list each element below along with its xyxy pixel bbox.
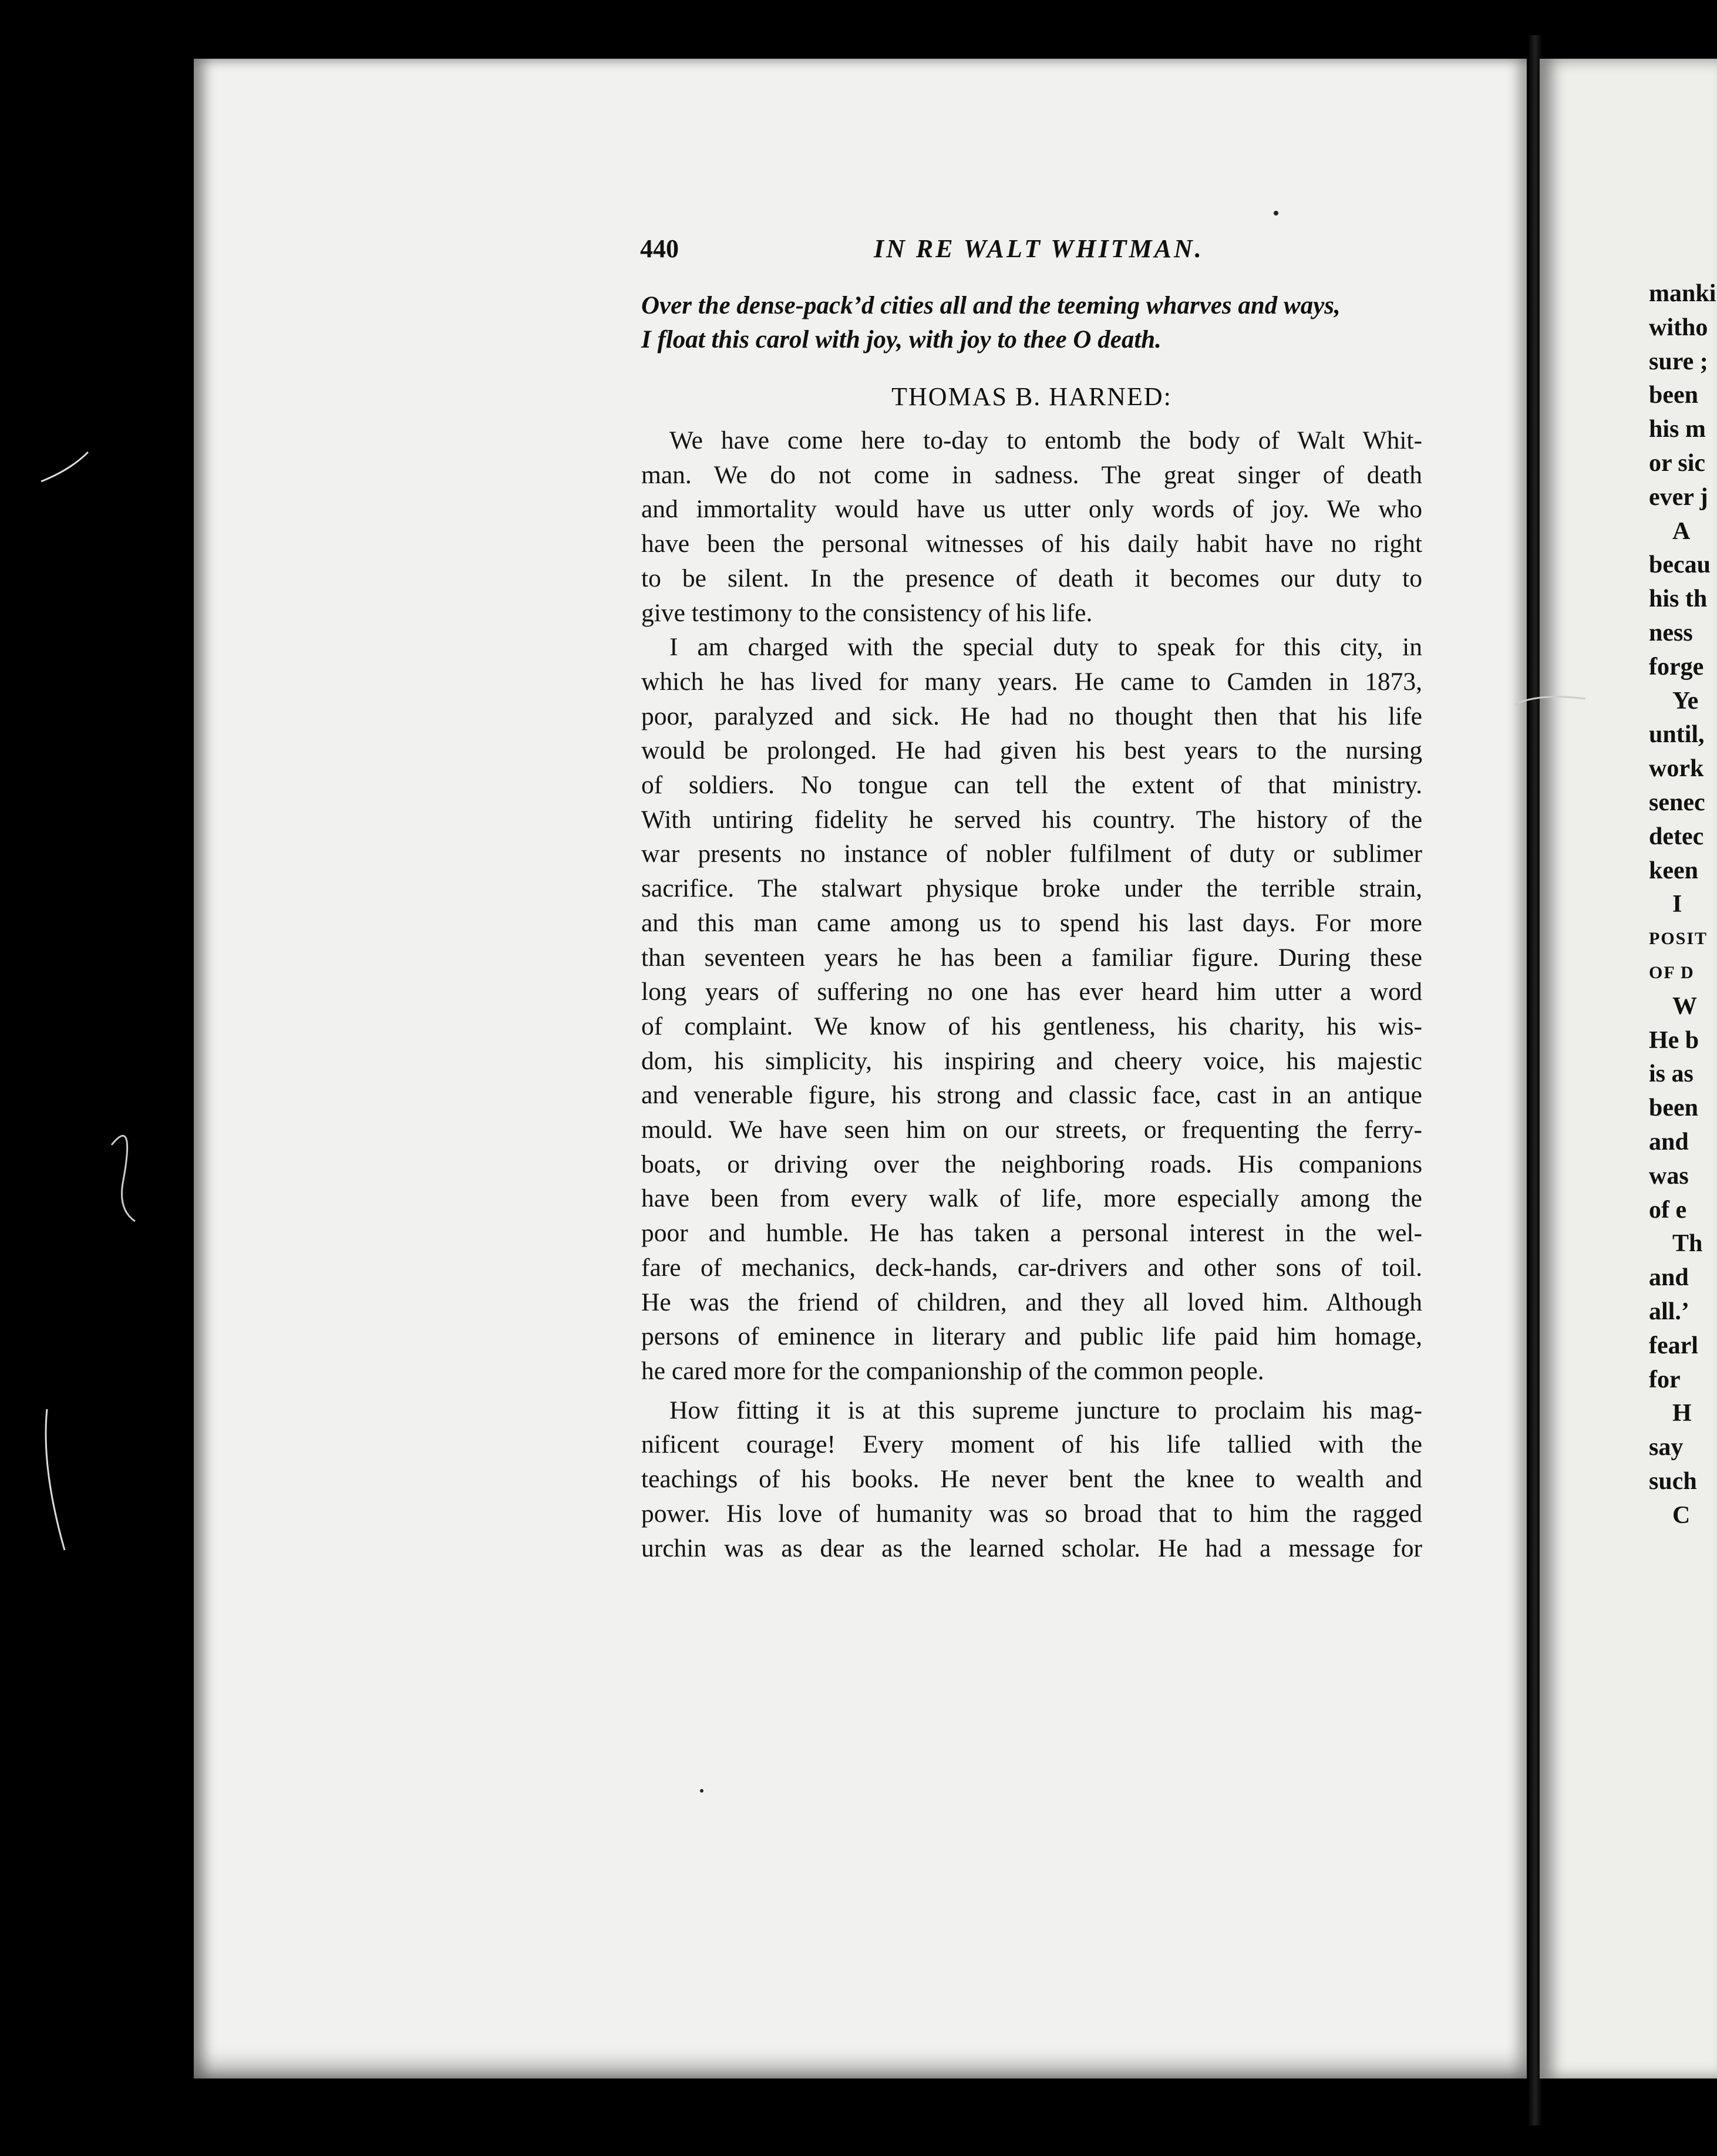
text-line: than seventeen years he has been a familiar figure. During these [641,943,1422,972]
text-line: teachings of his books. He never bent the knee to wealth and [641,1465,1422,1494]
text-line: would be prolonged. He had given his best years to the nursing [641,736,1422,765]
fragment-line: Th [1672,1230,1703,1258]
text-line: have been the personal witnesses of his daily habit have no right [641,530,1422,558]
fragment-line: was [1649,1162,1689,1190]
text-line: long years of suffering no one has ever heard him utter a word [641,978,1422,1006]
fragment-line: forge [1649,653,1704,681]
text-line: With untiring fidelity he served his country. The history of the [641,805,1422,834]
text-line: He was the friend of children, and they all loved him. Although [641,1288,1422,1316]
fragment-line: such [1649,1467,1697,1495]
fragment-line: of e [1649,1196,1687,1224]
text-line: war presents no instance of nobler fulfilment of duty or sublimer [641,840,1422,868]
text-line: man. We do not come in sadness. The great singer of death [641,460,1422,489]
fragment-line: say [1649,1434,1684,1461]
text-line: sacrifice. The stalwart physique broke under the terrible strain, [641,874,1422,903]
text-line: have been from every walk of life, more especially among the [641,1184,1422,1213]
epigraph-line: I float this carol with joy, with joy to thee O death. [641,326,1162,353]
page-number: 440 [640,234,679,263]
text-line: of complaint. We know of his gentleness, his charity, his wis- [641,1012,1422,1040]
fragment-line: POSIT [1649,929,1708,949]
text-line: to be silent. In the presence of death it becomes our duty to [641,564,1422,592]
fragment-line: W [1672,992,1697,1020]
text-line: which he has lived for many years. He came to Camden in 1873, [641,667,1422,696]
text-line: he cared more for the companionship of the common people. [641,1356,1264,1385]
text-line: and immortality would have us utter only words of joy. We who [641,495,1422,524]
text-line: nificent courage! Every moment of his life tallied with the [641,1430,1422,1459]
fragment-line: been [1649,382,1698,409]
fragment-line: fearl [1649,1332,1698,1359]
fragment-line: He b [1649,1026,1699,1054]
fragment-line: is as [1649,1060,1694,1088]
text-line: poor, paralyzed and sick. He had no thought then that his life [641,702,1422,730]
fragment-line: senec [1649,789,1705,816]
fragment-line: until, [1649,721,1705,749]
fragment-line: keen [1649,857,1698,884]
fragment-line: and [1649,1128,1689,1156]
fragment-line: I [1672,891,1682,918]
fragment-line: sure ; [1649,348,1708,375]
fragment-line: H [1672,1400,1692,1427]
fragment-line: been [1649,1094,1698,1122]
fragment-line: or sic [1649,449,1706,477]
fragment-line: his m [1649,416,1706,443]
fragment-line: for [1649,1366,1681,1393]
text-line: give testimony to the consistency of his life. [641,598,1093,627]
fragment-line: C [1672,1501,1691,1529]
fragment-line: ever j [1649,483,1708,511]
fragment-line: becau [1649,551,1711,579]
fragment-line: all.’ [1649,1298,1689,1325]
text-line: We have come here to-day to entomb the body of Walt Whit- [669,426,1422,454]
text-line: persons of eminence in literary and public life paid him homage, [641,1322,1422,1351]
fragment-line: A [1672,517,1691,545]
fragment-line: OF D [1649,962,1695,982]
epigraph-line: Over the dense-pack’d cities all and the teeming wharves and ways, [641,292,1341,319]
speaker-heading: THOMAS B. HARNED: [891,382,1172,411]
fragment-line: detec [1649,823,1704,850]
text-line: and venerable figure, his strong and classic face, cast in an antique [641,1081,1422,1110]
fragment-line: Ye [1672,687,1699,715]
text-line: dom, his simplicity, his inspiring and cheery voice, his majestic [641,1046,1422,1075]
text-line: of soldiers. No tongue can tell the extent of that ministry. [641,771,1422,800]
text-line: mould. We have seen him on our streets, or frequenting the ferry- [641,1116,1422,1144]
text-line: I am charged with the special duty to speak for this city, in [669,633,1422,662]
text-line: urchin was as dear as the learned scholar. He had a message for [641,1534,1422,1562]
text-line: poor and humble. He has taken a personal interest in the wel- [641,1219,1422,1248]
running-title: IN RE WALT WHITMAN. [874,234,1204,263]
fragment-line: his th [1649,585,1708,613]
text-line: How fitting it is at this supreme juncture to proclaim his mag- [669,1396,1422,1424]
text-line: and this man came among us to spend his last days. For more [641,908,1422,937]
fragment-line: witho [1649,314,1708,341]
text-line: power. His love of humanity was so broad that to him the ragged [641,1499,1422,1528]
fragment-line: and [1649,1264,1689,1292]
text-line: fare of mechanics, deck-hands, car-drivers and other sons of toil. [641,1253,1422,1282]
fragment-line: manki [1649,280,1716,307]
fragment-line: work [1649,755,1704,783]
text-line: boats, or driving over the neighboring roads. His companions [641,1150,1422,1178]
fragment-line: ness [1649,619,1693,646]
